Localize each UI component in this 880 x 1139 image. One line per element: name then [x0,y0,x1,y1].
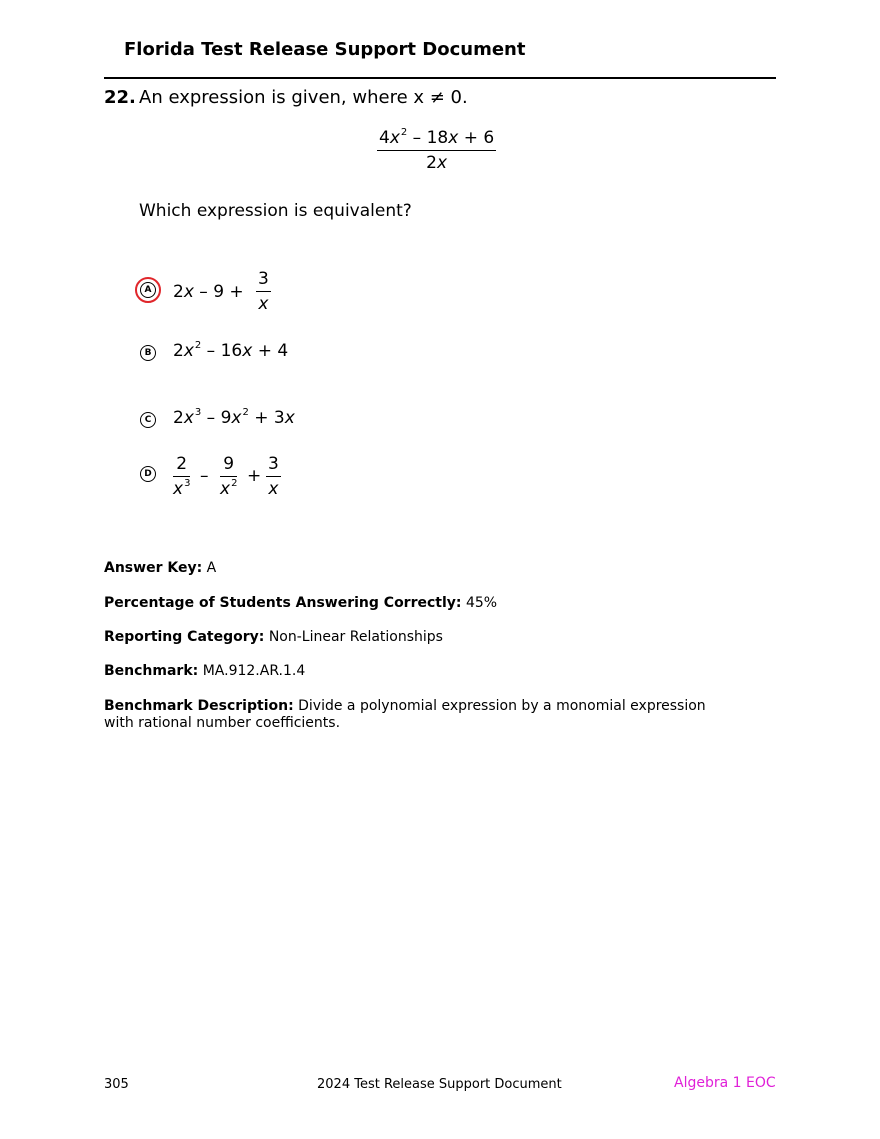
benchmark-description-line-1: Benchmark Description: Divide a polynomial expression by a monomial expression [104,698,706,714]
choice-c-bubble[interactable]: C [140,412,156,428]
footer-center-text: 2024 Test Release Support Document [317,1077,562,1092]
benchmark-description-line-2: with rational number coefficients. [104,715,341,731]
answer-key-line: Answer Key: A [104,560,217,576]
reporting-category-line: Reporting Category: Non-Linear Relationships [104,629,443,645]
percentage-correct-line: Percentage of Students Answering Correctly: 45% [104,595,498,611]
question-number: 22. [104,87,136,108]
question-stem: An expression is given, where x ≠ 0. [139,87,468,108]
choice-a-fraction: 3 x [258,269,269,314]
choice-d-minus: – [200,466,209,486]
choice-b-bubble[interactable]: B [140,345,156,361]
choice-b-text: $2x^2 - 16x + 4$ [173,340,289,361]
footer-course-label: Algebra 1 EOC [674,1075,776,1091]
choice-d-bubble[interactable]: D [140,466,156,482]
document-title: Florida Test Release Support Document [124,39,526,60]
choice-c-text: $2x^3 - 9x^2 + 3x$ [173,407,295,428]
page-number: 305 [104,1077,129,1092]
header-rule [104,77,776,79]
benchmark-line: Benchmark: MA.912.AR.1.4 [104,663,306,679]
choice-a-bubble[interactable]: A [140,282,156,298]
choice-d-fraction-2: 9 $x^2$ [220,454,238,499]
choice-d-fraction-3: 3 x [268,454,279,499]
question-prompt: Which expression is equivalent? [139,201,412,221]
choice-d-fraction-1: 2 $x^3$ [173,454,191,499]
choice-d-plus: + [247,466,262,486]
choice-a-text: 2x – 9 + [173,282,244,302]
given-expression: $4x^2 - 18x + 6$ 2x [379,127,495,173]
